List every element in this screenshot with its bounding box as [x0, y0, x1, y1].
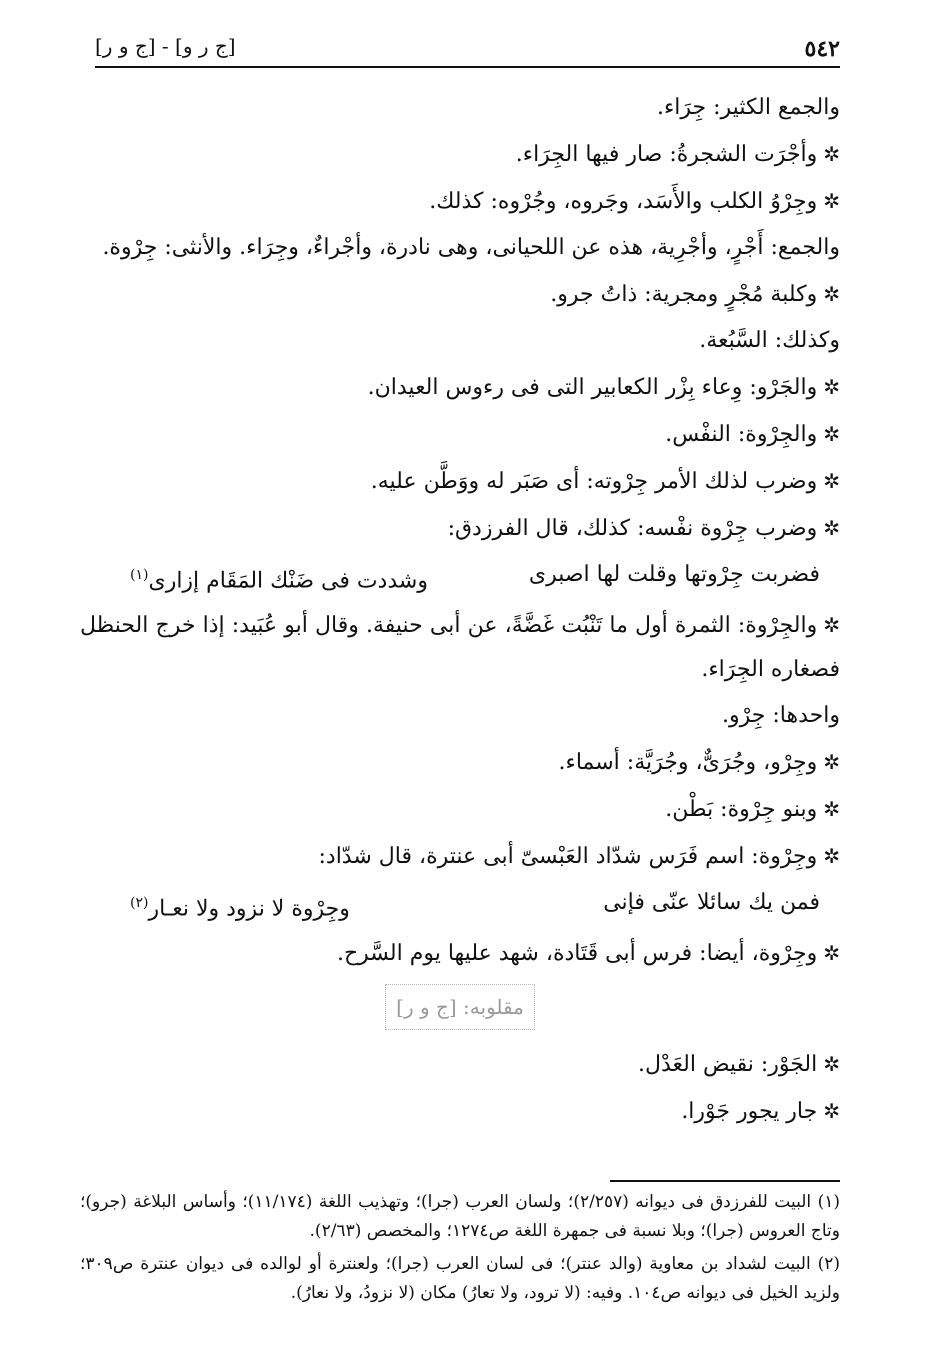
verse-second-hemistich: وجِرْوة لا نزود ولا نعـار$^{(٢)}$: [130, 895, 350, 922]
footnote: (١) البيت للفرزدق فى ديوانه (٢/٢٥٧)؛ ولسان العرب (جرا)؛ وتهذيب اللغة (١١/١٧٤)؛ وأساس البلاغة (جرو)؛ وتاج العروس (جرا)؛ وبلا نسبة فى جمهرة اللغة ص١٢٧٤؛ والمخصص (٢/٦٣).: [80, 1192, 840, 1241]
asterisk-star-icon: ✲: [823, 469, 840, 493]
entry-line: ✲وجِرْو، وجُرَىٌّ، وجُرَيَّة: أسماء.: [558, 750, 840, 775]
asterisk-star-icon: ✲: [823, 189, 840, 213]
poetry-verse: [130, 881, 820, 925]
footnote-rule: [610, 1180, 840, 1182]
asterisk-star-icon: ✲: [823, 422, 840, 446]
asterisk-star-icon: ✲: [823, 613, 840, 637]
asterisk-star-icon: ✲: [823, 1099, 840, 1123]
asterisk-star-icon: ✲: [823, 282, 840, 306]
entry-line: ✲وضرب لذلك الأمر جِرْوته: أى صَبَر له ووَطَّن عليه.: [370, 469, 840, 494]
asterisk-star-icon: ✲: [823, 516, 840, 540]
asterisk-star-icon: ✲: [823, 142, 840, 166]
entry-line: ✲وأجْرَت الشجرةُ: صار فيها الجِرَاء.: [515, 142, 840, 167]
verse-first-hemistich: فضربت جِرْوتها وقلت لها اصبرى: [528, 562, 820, 587]
entry-line: ✲وبنو جِرْوة: بَطْن.: [665, 797, 840, 822]
entry-line: واحدها: جِرْو.: [722, 703, 840, 728]
page-number: ٥٤٢: [804, 36, 840, 62]
footnotes: [80, 1188, 840, 1312]
entry-line: ✲والجِرْوة: الثمرة أول ما تَنْبُت غَضَّةً، عن أبى حنيفة. وقال أبو عُبَيد: إذا خرج الحنظل فصغاره الجِرَاء.: [80, 613, 840, 682]
asterisk-star-icon: ✲: [823, 797, 840, 821]
entry-line: ✲والجَرْو: وِعاء بِزْر الكعابير التى فى رءوس العيدان.: [367, 375, 840, 400]
entry-line: وكذلك: السَّبُعة.: [699, 328, 840, 353]
page-header: [95, 20, 840, 60]
entry-line: والجمع الكثير: جِرَاء.: [656, 95, 840, 120]
footnote: (٢) البيت لشداد بن معاوية (والد عنتر)؛ فى لسان العرب (جرا)؛ ولعنترة أو لوالده فى ديوان عنترة ص٣٠٩؛ ولزيد الخيل فى ديوانه ص١٠٤. وفيه: (لا ترود، ولا تعارُ) مكان (لا نزودُ، ولا نعارُ).: [80, 1254, 840, 1303]
entry-line: ✲وجِرْوة، أيضا: فرس أبى قَتَادة، شهد عليها يوم السَّرح.: [336, 941, 840, 966]
asterisk-star-icon: ✲: [823, 375, 840, 399]
entry-body: [80, 86, 840, 1136]
asterisk-star-icon: ✲: [823, 750, 840, 774]
section-heading-stamp: مقلوبه: [ج و ر]: [80, 984, 840, 1024]
asterisk-star-icon: ✲: [823, 941, 840, 965]
entry-line: ✲وضرب جِرْوة نفْسه: كذلك، قال الفرزدق:: [447, 516, 840, 541]
entry-line: ✲وجِرْوُ الكلب والأَسَد، وجَروه، وجُرْوه: كذلك.: [429, 189, 840, 214]
entry-line: ✲الجَوْر: نقيض العَدْل.: [638, 1052, 840, 1077]
entry-line: ✲وكلبة مُجْرٍ ومجرية: ذاتُ جرو.: [550, 282, 840, 307]
header-rule: [95, 66, 840, 68]
footnote-marker: (٢): [130, 895, 149, 911]
poetry-verse: [130, 553, 820, 597]
running-head: [ج ر و] - [ج و ر]: [95, 34, 236, 58]
verse-second-hemistich: وشددت فى ضَنْك المَقَام إزارى$^{(١)}$: [130, 567, 428, 594]
entry-line: ✲جار يجور جَوْرا.: [681, 1099, 840, 1124]
entry-line: والجمع: أَجْرٍ، وأجْرِية، هذه عن اللحيانى، وهى نادرة، وأجْراءٌ، وجِرَاء. والأنثى: جِرْوة.: [102, 235, 840, 260]
entry-line: ✲والجِرْوة: النفْس.: [665, 422, 840, 447]
asterisk-star-icon: ✲: [823, 844, 840, 868]
verse-first-hemistich: فمن يك سائلا عنّى فإنى: [603, 890, 820, 915]
footnote-marker: (١): [130, 567, 149, 583]
asterisk-star-icon: ✲: [823, 1052, 840, 1076]
entry-line: ✲وجِرْوة: اسم فَرَس شدّاد العَبْسىّ أبى عنترة، قال شدّاد:: [318, 844, 840, 869]
